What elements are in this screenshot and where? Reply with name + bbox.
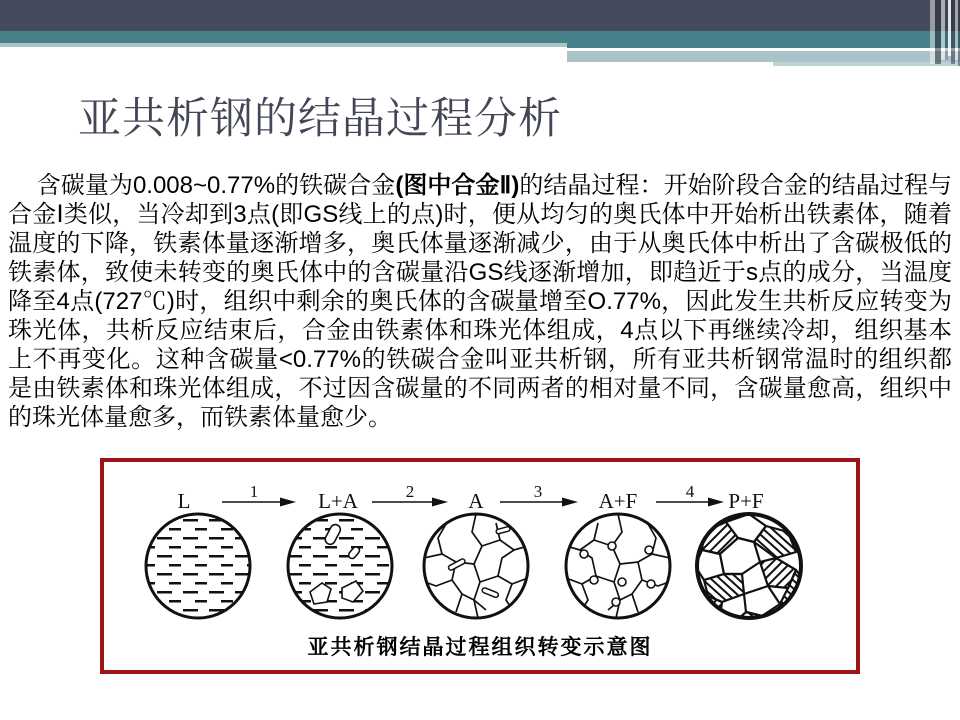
stage-label-L: L [177, 489, 191, 513]
page-title: 亚共析钢的结晶过程分析 [78, 95, 562, 143]
stage-label-LA: L+A [318, 489, 358, 513]
header-band-dark [0, 0, 960, 31]
arrow-number-1: 1 [249, 482, 259, 501]
arrow-number-2: 2 [405, 482, 415, 501]
arrow-number-3: 3 [533, 482, 543, 501]
microstructure-circle-liquid-austenite [288, 514, 392, 618]
microstructure-diagram [104, 462, 856, 670]
microstructure-circle-austenite [424, 514, 528, 618]
body-text-bold: (图中合金Ⅱ) [395, 172, 520, 199]
microstructure-circle-liquid [146, 514, 250, 618]
stage-label-PF: P+F [728, 489, 764, 513]
figure-caption: 亚共析钢结晶过程组织转变示意图 [307, 636, 653, 659]
header-band-light-right [567, 51, 960, 62]
header-band-teal-right [567, 43, 960, 48]
stage-label-A: A [468, 489, 484, 513]
arrow-1 [222, 498, 296, 507]
body-paragraph [8, 171, 952, 432]
header-band-light-left [0, 43, 567, 47]
microstructure-circle-pearlite-ferrite [695, 514, 805, 622]
header-band-teal [0, 31, 960, 43]
microstructure-circle-austenite-ferrite [566, 514, 670, 618]
stage-label-AF: A+F [598, 489, 638, 513]
body-text-lead: 含碳量为0.008~0.77%的铁碳合金 [36, 172, 396, 199]
diagram-box [100, 458, 860, 674]
body-text-rest: 的结晶过程：开始阶段合金的结晶过程与合金Ⅰ类似，当冷却到3点(即GS线上的点)时，便从均匀的奥氏体中开始析出铁素体，随着温度的下降，铁素体量逐渐增多，奥氏体量逐渐减少，由于从奥氏体中析出了含碳极低的铁素体，致使未转变的奥氏体中的含碳量沿GS线逐渐增加，即趋近于s点的成分，当温度降至4点(727℃)时，组织中剩余的奥氏体的含碳量增至O.77%，因此发生共析反应转变为珠光体，共析反应结束后，合金由铁素体和珠光体组成，4点以下再继续冷却，组织基本上不再变化。这种含碳量<0.77%的铁碳合金叫亚共析钢，所有亚共析钢常温时的组织都是由铁素体和珠光体组成，不过因含碳量的不同两者的相对量不同，含碳量愈高，组织中的珠光体量愈多，而铁素体量愈少。 [8, 172, 953, 431]
arrow-number-4: 4 [685, 482, 695, 501]
